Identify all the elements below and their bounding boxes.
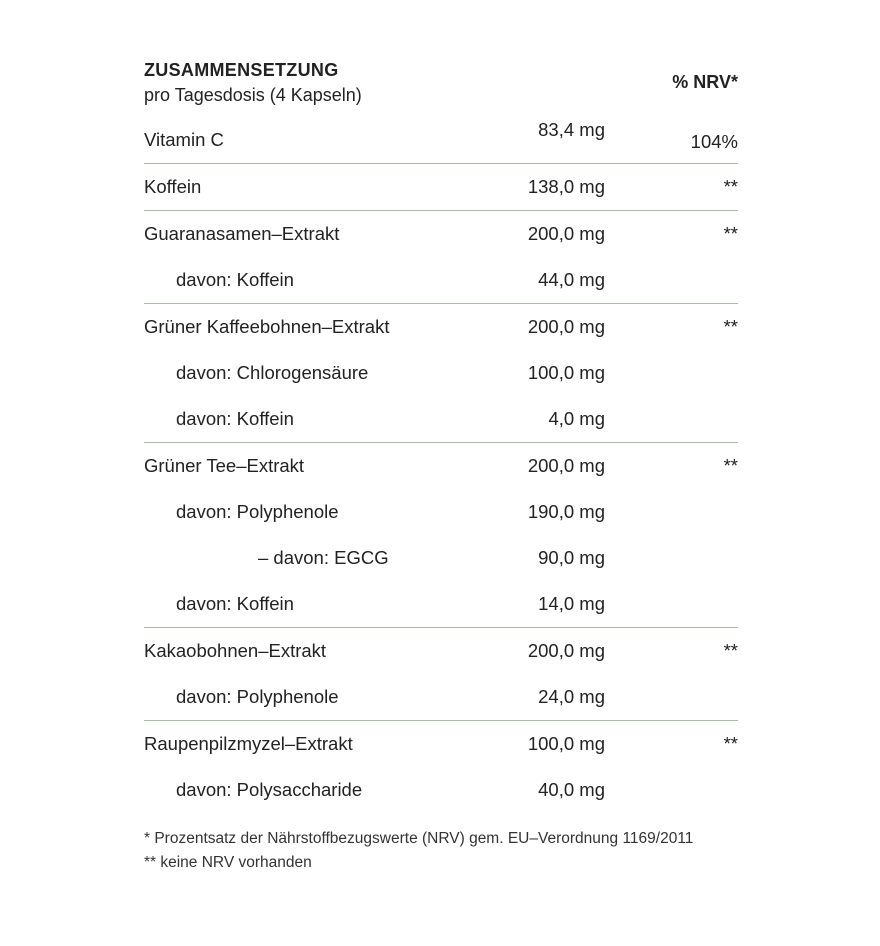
ingredient-group [144, 721, 738, 813]
table-subtitle: pro Tagesdosis (4 Kapseln) [144, 85, 362, 105]
ingredient-name: davon: Chlorogensäure [176, 362, 369, 383]
ingredient-name: Grüner Tee–Extrakt [144, 455, 305, 476]
sub-ingredient-row [144, 257, 738, 303]
sub-ingredient-row [144, 396, 738, 442]
ingredient-name: Guaranasamen–Extrakt [144, 223, 340, 244]
ingredient-name: – davon: EGCG [258, 547, 389, 568]
ingredient-group [144, 443, 738, 628]
sub-ingredient-row [144, 767, 738, 813]
footnote-no-nrv: ** keine NRV vorhanden [144, 854, 312, 871]
table-title: ZUSAMMENSETZUNG [144, 60, 339, 80]
ingredient-group [144, 628, 738, 721]
ingredient-nrv: 104% [690, 131, 738, 152]
ingredient-amount: 100,0 mg [527, 362, 605, 383]
sub-ingredient-row [144, 350, 738, 396]
ingredient-row [144, 721, 738, 767]
ingredient-name: davon: Polyphenole [176, 686, 339, 707]
ingredient-amount: 40,0 mg [538, 779, 605, 800]
ingredient-group [144, 211, 738, 304]
ingredient-name: davon: Polysaccharide [176, 779, 363, 800]
ingredient-name: Vitamin C [144, 129, 224, 150]
ingredient-nrv: ** [723, 223, 738, 244]
nrv-column-header: % NRV* [672, 72, 738, 92]
ingredient-amount: 190,0 mg [527, 501, 605, 522]
ingredient-name: davon: Polyphenole [176, 501, 339, 522]
ingredient-group [144, 304, 738, 443]
ingredient-row [144, 443, 738, 489]
ingredient-amount: 100,0 mg [527, 733, 605, 754]
footnotes [144, 830, 693, 878]
ingredient-nrv: ** [723, 640, 738, 661]
ingredient-list [144, 117, 738, 813]
ingredient-nrv: ** [723, 316, 738, 337]
sub-ingredient-row [144, 535, 738, 581]
ingredient-amount: 44,0 mg [538, 269, 605, 290]
ingredient-name: Koffein [144, 176, 202, 197]
ingredient-amount: 14,0 mg [538, 593, 605, 614]
ingredient-nrv: ** [723, 455, 738, 476]
ingredient-name: davon: Koffein [176, 408, 294, 429]
ingredient-row [144, 117, 738, 163]
ingredient-row [144, 628, 738, 674]
ingredient-row [144, 164, 738, 210]
sub-ingredient-row [144, 674, 738, 720]
ingredient-amount: 200,0 mg [527, 455, 605, 476]
ingredient-name: Kakaobohnen–Extrakt [144, 640, 327, 661]
ingredient-nrv: ** [723, 733, 738, 754]
sub-ingredient-row [144, 489, 738, 535]
table-header [144, 60, 738, 110]
ingredient-row [144, 211, 738, 257]
ingredient-amount: 4,0 mg [548, 408, 605, 429]
sub-ingredient-row [144, 581, 738, 627]
ingredient-amount: 90,0 mg [538, 547, 605, 568]
ingredient-row [144, 304, 738, 350]
ingredient-nrv: ** [723, 176, 738, 197]
ingredient-name: Raupenpilzmyzel–Extrakt [144, 733, 353, 754]
ingredient-name: davon: Koffein [176, 269, 294, 290]
ingredient-name: davon: Koffein [176, 593, 294, 614]
ingredient-amount: 138,0 mg [527, 176, 605, 197]
ingredient-amount: 200,0 mg [527, 223, 605, 244]
ingredient-amount: 200,0 mg [527, 640, 605, 661]
ingredient-name: Grüner Kaffeebohnen–Extrakt [144, 316, 390, 337]
ingredient-amount: 24,0 mg [538, 686, 605, 707]
ingredient-group [144, 117, 738, 164]
ingredient-group [144, 164, 738, 211]
ingredient-amount: 200,0 mg [527, 316, 605, 337]
footnote-nrv: * Prozentsatz der Nährstoffbezugswerte (NRV) gem. EU–Verordnung 1169/2011 [144, 830, 694, 847]
ingredient-amount: 83,4 mg [538, 119, 605, 140]
